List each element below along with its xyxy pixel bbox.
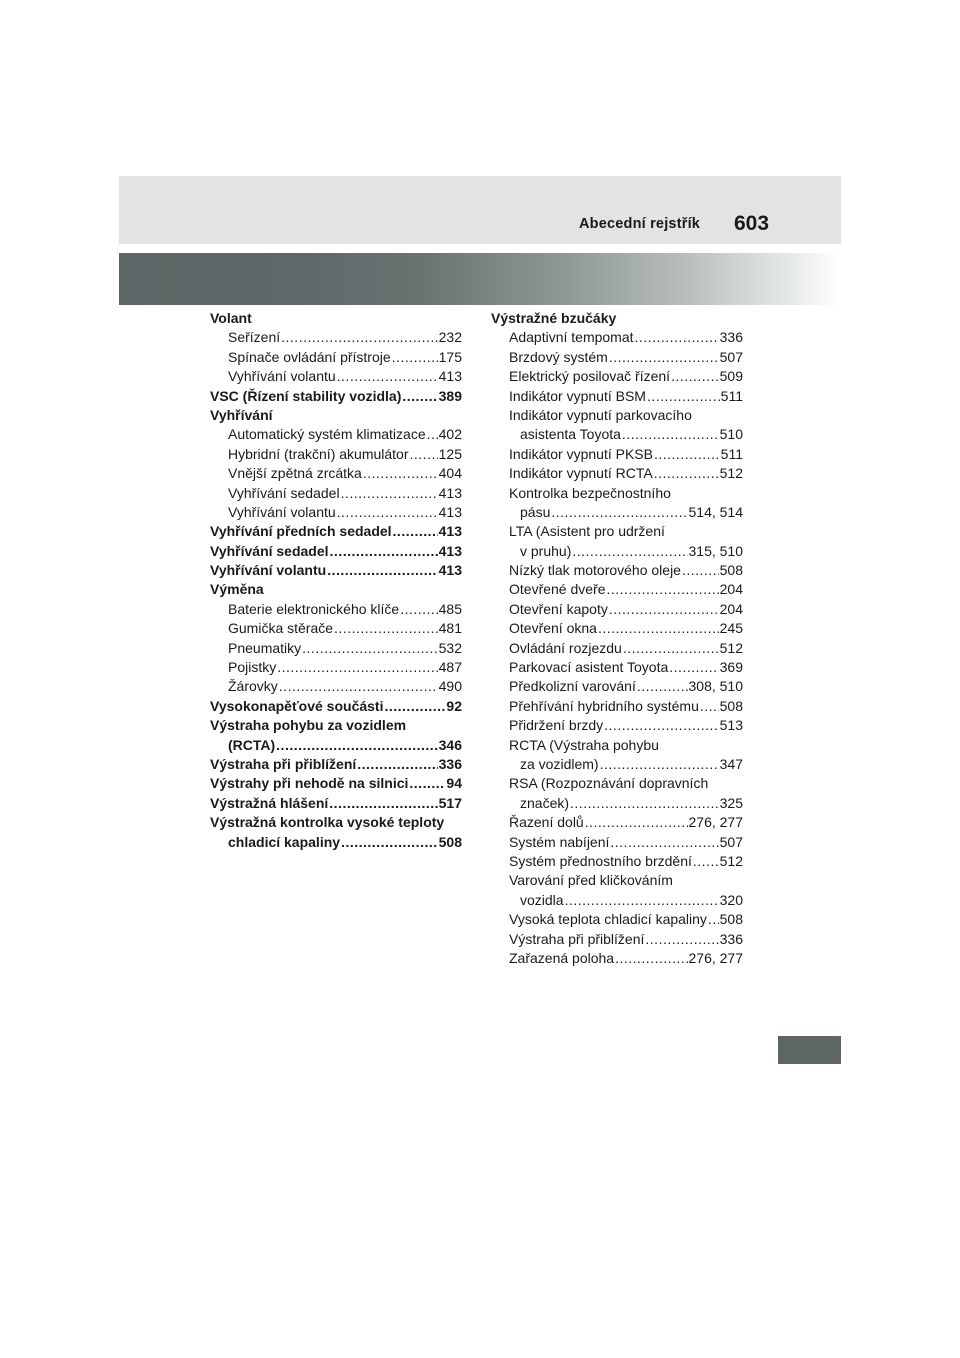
section-tab xyxy=(778,1036,841,1064)
dot-leader xyxy=(551,503,687,522)
index-entry-page: 485 xyxy=(438,600,462,617)
index-entry-page: 336 xyxy=(719,930,743,947)
index-entry xyxy=(210,425,462,444)
index-entry-page: 276, 277 xyxy=(688,949,743,966)
index-entry-term: Vnější zpětná zrcátka xyxy=(228,464,363,483)
index-entry xyxy=(491,949,743,968)
index-entry-term: Vyhřívání volantu xyxy=(228,503,337,522)
index-entry-page: 336 xyxy=(438,755,462,772)
dot-leader xyxy=(279,677,438,696)
index-entry-term: Brzdový systém xyxy=(509,348,609,367)
index-entry-page: 204 xyxy=(719,581,743,598)
index-entry xyxy=(491,716,743,735)
dot-leader xyxy=(708,910,719,929)
dot-leader xyxy=(635,328,719,347)
index-entry-page: 308, 510 xyxy=(688,678,743,695)
index-entry-page: 413 xyxy=(438,484,462,501)
index-entry xyxy=(210,406,462,425)
index-entry-term: Adaptivní tempomat xyxy=(509,328,635,347)
index-entry xyxy=(210,794,462,813)
index-entry xyxy=(210,387,462,406)
index-entry xyxy=(491,910,743,929)
dot-leader xyxy=(357,755,437,774)
index-entry-page: 413 xyxy=(438,542,462,559)
dot-leader xyxy=(400,600,437,619)
index-entry-term: Systém přednostního brzdění xyxy=(509,852,693,871)
index-entry xyxy=(210,833,462,852)
index-entry-page: 325 xyxy=(719,794,743,811)
index-entry-term: Pojistky xyxy=(228,658,277,677)
index-entry-term: Kontrolka bezpečnostního xyxy=(509,484,672,503)
index-column-right xyxy=(491,309,743,968)
index-entry xyxy=(491,387,743,406)
index-entry xyxy=(210,580,462,599)
index-entry-page: 320 xyxy=(719,891,743,908)
index-entry xyxy=(491,697,743,716)
index-entry xyxy=(491,580,743,599)
index-entry xyxy=(210,755,462,774)
index-entry-term: Vysoká teplota chladicí kapaliny xyxy=(509,910,708,929)
index-entry xyxy=(491,503,743,522)
index-entry xyxy=(210,367,462,386)
index-entry-term: Výstražná kontrolka vysoké teploty xyxy=(210,813,445,832)
index-entry-term: Indikátor vypnutí parkovacího xyxy=(509,406,693,425)
header-band xyxy=(119,176,841,244)
section-title: Abecední rejstřík xyxy=(579,216,701,232)
dot-leader xyxy=(645,930,718,949)
index-entry xyxy=(491,348,743,367)
index-entry-page: 336 xyxy=(719,329,743,346)
dot-leader xyxy=(623,639,719,658)
dot-leader xyxy=(647,387,720,406)
dot-leader xyxy=(700,697,719,716)
index-entry-page: 512 xyxy=(719,465,743,482)
index-entry-term: Ovládání rozjezdu xyxy=(509,639,623,658)
index-entry xyxy=(210,639,462,658)
index-entry-term: Otevření kapoty xyxy=(509,600,609,619)
index-entry xyxy=(491,736,743,755)
dot-leader xyxy=(609,600,719,619)
index-entry-term: RSA (Rozpoznávání dopravních xyxy=(509,774,709,793)
index-entry xyxy=(210,677,462,696)
index-entry xyxy=(210,619,462,638)
dot-leader xyxy=(693,852,719,871)
index-entry-term: Indikátor vypnutí PKSB xyxy=(509,445,654,464)
index-entry-term: Varování před kličkováním xyxy=(509,871,674,890)
dot-leader xyxy=(337,503,438,522)
index-entry-term: Pneumatiky xyxy=(228,639,302,658)
dot-leader xyxy=(409,774,445,793)
index-entry-term: pásu xyxy=(520,503,551,522)
index-entry-term: asistenta Toyota xyxy=(520,425,622,444)
index-entry-page: 512 xyxy=(719,639,743,656)
index-entry-page: 245 xyxy=(719,620,743,637)
index-entry xyxy=(491,600,743,619)
index-entry xyxy=(491,464,743,483)
index-entry xyxy=(491,484,743,503)
index-entry xyxy=(210,697,462,716)
index-entry xyxy=(491,522,743,541)
index-entry xyxy=(210,484,462,503)
index-entry-term: Spínače ovládání přístroje xyxy=(228,348,392,367)
index-entry-term: LTA (Asistent pro udržení xyxy=(509,522,666,541)
dot-leader xyxy=(427,425,438,444)
dot-leader xyxy=(302,639,437,658)
dot-leader xyxy=(334,619,438,638)
index-entry-term: Parkovací asistent Toyota xyxy=(509,658,669,677)
index-entry-page: 92 xyxy=(446,697,462,714)
dot-leader xyxy=(410,445,438,464)
index-entry-term: Vyhřívání sedadel xyxy=(228,484,341,503)
index-entry-page: 413 xyxy=(438,562,462,579)
index-entry-term: VSC (Řízení stability vozidla) xyxy=(210,387,402,406)
index-entry-page: 511 xyxy=(720,445,743,462)
gradient-bar xyxy=(119,253,841,305)
dot-leader xyxy=(330,542,438,561)
index-entry-term: Otevřené dveře xyxy=(509,580,607,599)
index-entry-page: 369 xyxy=(719,659,743,676)
index-entry-page: 508 xyxy=(719,911,743,928)
index-entry-page: 507 xyxy=(719,833,743,850)
index-entry-page: 517 xyxy=(438,794,462,811)
index-entry-page: 346 xyxy=(438,736,462,753)
dot-leader xyxy=(604,716,718,735)
index-entry-page: 511 xyxy=(720,387,743,404)
index-entry-page: 389 xyxy=(438,387,462,404)
index-entry-page: 508 xyxy=(719,562,743,579)
index-entry-page: 232 xyxy=(438,329,462,346)
index-entry-term: Vysokonapěťové součásti xyxy=(210,697,384,716)
dot-leader xyxy=(276,736,437,755)
index-entry xyxy=(210,600,462,619)
index-entry xyxy=(491,871,743,890)
index-entry-term: Výstražná hlášení xyxy=(210,794,329,813)
index-entry xyxy=(210,522,462,541)
dot-leader xyxy=(682,561,719,580)
dot-leader xyxy=(393,522,438,541)
index-entry xyxy=(491,639,743,658)
dot-leader xyxy=(654,445,720,464)
index-entry xyxy=(491,755,743,774)
index-entry-page: 532 xyxy=(438,639,462,656)
index-entry-term: Vyhřívání předních sedadel xyxy=(210,522,393,541)
index-entry xyxy=(491,328,743,347)
index-entry-term: Hybridní (trakční) akumulátor xyxy=(228,445,410,464)
index-entry xyxy=(210,445,462,464)
index-entry-page: 509 xyxy=(719,368,743,385)
index-entry xyxy=(210,464,462,483)
index-entry xyxy=(491,425,743,444)
index-entry xyxy=(210,542,462,561)
dot-leader xyxy=(384,697,445,716)
index-entry-page: 402 xyxy=(438,426,462,443)
index-entry-term: Indikátor vypnutí BSM xyxy=(509,387,647,406)
index-entry-page: 315, 510 xyxy=(688,542,743,559)
index-entry-page: 276, 277 xyxy=(688,814,743,831)
index-entry-term: Systém nabíjení xyxy=(509,833,610,852)
dot-leader xyxy=(607,580,719,599)
dot-leader xyxy=(341,833,438,852)
index-entry xyxy=(210,309,462,328)
index-entry-page: 94 xyxy=(446,775,462,792)
index-entry xyxy=(491,542,743,561)
index-entry-term: v pruhu) xyxy=(520,542,572,561)
index-entry-term: Volant xyxy=(210,309,253,328)
dot-leader xyxy=(637,677,688,696)
dot-leader xyxy=(277,658,437,677)
index-entry xyxy=(210,328,462,347)
index-entry-term: Výstraha při přiblížení xyxy=(210,755,357,774)
index-entry xyxy=(491,852,743,871)
index-entry-term: Výměna xyxy=(210,580,265,599)
dot-leader xyxy=(392,348,438,367)
dot-leader xyxy=(281,328,438,347)
index-entry-term: Vyhřívání volantu xyxy=(228,367,337,386)
index-entry-term: Vyhřívání volantu xyxy=(210,561,327,580)
index-entry-term: Otevření okna xyxy=(509,619,598,638)
dot-leader xyxy=(669,658,718,677)
index-entry xyxy=(491,309,743,328)
index-entry xyxy=(210,561,462,580)
index-entry-term: Výstraha pohybu za vozidlem xyxy=(210,716,407,735)
index-entry xyxy=(491,774,743,793)
index-entry-term: značek) xyxy=(520,794,570,813)
index-entry-term: Výstražné bzučáky xyxy=(491,309,617,328)
index-entry-page: 510 xyxy=(719,426,743,443)
index-entry-page: 507 xyxy=(719,348,743,365)
dot-leader xyxy=(572,542,687,561)
index-entry-page: 481 xyxy=(438,620,462,637)
index-entry-term: vozidla xyxy=(520,891,565,910)
index-entry xyxy=(491,619,743,638)
index-entry-page: 347 xyxy=(719,755,743,772)
index-entry xyxy=(491,445,743,464)
dot-leader xyxy=(341,484,438,503)
index-entry xyxy=(210,658,462,677)
dot-leader xyxy=(402,387,437,406)
index-entry-term: Vyhřívání sedadel xyxy=(210,542,330,561)
dot-leader xyxy=(600,755,719,774)
index-entry-page: 490 xyxy=(438,678,462,695)
index-entry-page: 508 xyxy=(719,697,743,714)
index-entry-term: Řazení dolů xyxy=(509,813,585,832)
dot-leader xyxy=(570,794,719,813)
index-entry-term: Výstrahy při nehodě na silnici xyxy=(210,774,409,793)
index-entry-term: (RCTA) xyxy=(228,736,276,755)
index-entry-term: chladicí kapaliny xyxy=(228,833,341,852)
index-entry xyxy=(491,930,743,949)
index-column-left xyxy=(210,309,462,852)
dot-leader xyxy=(565,891,719,910)
index-entry-term: Seřízení xyxy=(228,328,281,347)
index-entry-term: Baterie elektronického klíče xyxy=(228,600,400,619)
index-entry xyxy=(491,794,743,813)
index-entry-page: 413 xyxy=(438,523,462,540)
index-entry-page: 512 xyxy=(719,852,743,869)
index-entry xyxy=(491,561,743,580)
dot-leader xyxy=(671,367,719,386)
page-number: 603 xyxy=(734,212,770,235)
index-entry-term: Elektrický posilovač řízení xyxy=(509,367,671,386)
dot-leader xyxy=(609,348,719,367)
index-entry xyxy=(210,813,462,832)
index-entry-page: 413 xyxy=(438,503,462,520)
dot-leader xyxy=(327,561,437,580)
index-entry-term: Nízký tlak motorového oleje xyxy=(509,561,682,580)
index-entry xyxy=(210,348,462,367)
index-entry-page: 413 xyxy=(438,368,462,385)
dot-leader xyxy=(329,794,437,813)
index-entry-page: 125 xyxy=(438,445,462,462)
index-entry-term: Gumička stěrače xyxy=(228,619,334,638)
index-entry xyxy=(210,716,462,735)
index-entry-term: Výstraha při přiblížení xyxy=(509,930,645,949)
index-entry xyxy=(491,833,743,852)
index-entry xyxy=(210,503,462,522)
index-entry-page: 404 xyxy=(438,465,462,482)
index-entry-term: Předkolizní varování xyxy=(509,677,637,696)
index-entry-term: Přehřívání hybridního systému xyxy=(509,697,700,716)
dot-leader xyxy=(337,367,438,386)
index-entry-term: Automatický systém klimatizace xyxy=(228,425,427,444)
dot-leader xyxy=(654,464,719,483)
index-entry-term: Indikátor vypnutí RCTA xyxy=(509,464,654,483)
index-entry-term: Žárovky xyxy=(228,677,279,696)
index-entry-term: RCTA (Výstraha pohybu xyxy=(509,736,660,755)
index-entry xyxy=(491,813,743,832)
index-entry xyxy=(210,736,462,755)
dot-leader xyxy=(598,619,719,638)
dot-leader xyxy=(610,833,718,852)
dot-leader xyxy=(363,464,438,483)
index-entry-page: 204 xyxy=(719,600,743,617)
index-entry-page: 514, 514 xyxy=(688,503,743,520)
dot-leader xyxy=(615,949,687,968)
index-entry-term: Vyhřívání xyxy=(210,406,274,425)
index-entry xyxy=(210,774,462,793)
index-entry xyxy=(491,891,743,910)
index-entry xyxy=(491,367,743,386)
dot-leader xyxy=(622,425,719,444)
index-entry-term: za vozidlem) xyxy=(520,755,600,774)
index-entry-page: 175 xyxy=(438,348,462,365)
index-entry-page: 487 xyxy=(438,659,462,676)
index-entry-page: 513 xyxy=(719,717,743,734)
index-entry-term: Zařazená poloha xyxy=(509,949,615,968)
index-entry-page: 508 xyxy=(438,833,462,850)
index-entry-term: Přidržení brzdy xyxy=(509,716,604,735)
index-entry xyxy=(491,406,743,425)
index-entry xyxy=(491,677,743,696)
index-entry xyxy=(491,658,743,677)
dot-leader xyxy=(585,813,688,832)
